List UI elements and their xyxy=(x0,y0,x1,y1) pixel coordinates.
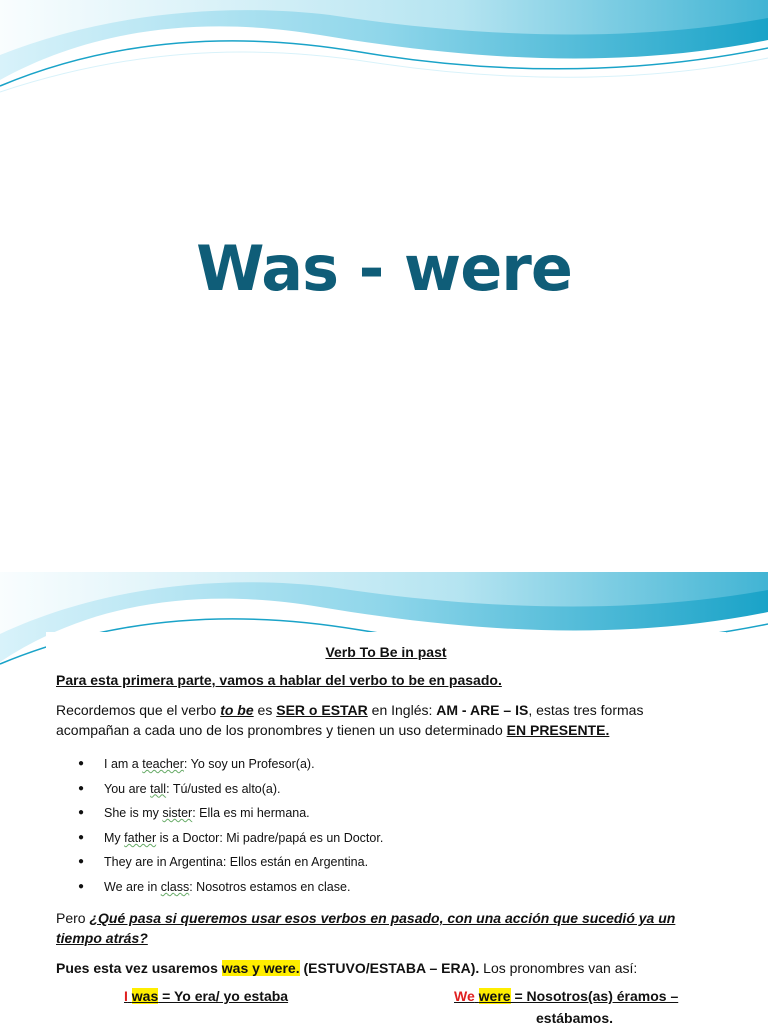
text: en Inglés: xyxy=(367,702,437,718)
bullet-icon: ● xyxy=(78,782,85,794)
text: ¿Qué pasa si queremos usar esos verbos en pasado, con una acción que sucedió ya un tiempo atrás? xyxy=(56,910,676,946)
bullet-icon: ● xyxy=(78,880,85,892)
text: father xyxy=(124,830,157,845)
text: Pero xyxy=(56,910,90,926)
bullet-icon: ● xyxy=(78,758,85,769)
list-item xyxy=(76,801,383,826)
text: She is my xyxy=(104,806,163,821)
text: We xyxy=(454,988,475,1004)
text: was xyxy=(131,988,159,1004)
text: (ESTUVO/ESTABA – ERA). xyxy=(299,960,480,976)
text: sister xyxy=(162,806,193,821)
text: , estas tres formas acompañan a cada uno de los pronombres y tienen un uso determinado xyxy=(56,702,644,738)
list-item xyxy=(76,826,383,851)
text: They are in Argentina: Ellos están en Argentina. xyxy=(104,855,369,870)
text: teacher xyxy=(142,757,184,771)
content-slide xyxy=(0,572,768,1024)
text: : Tú/usted es alto(a). xyxy=(166,781,281,796)
slide-title: Was - were xyxy=(196,232,572,305)
list-item xyxy=(76,875,383,900)
examples-list xyxy=(76,752,383,900)
text: AM - ARE – IS xyxy=(436,702,529,718)
text: EN PRESENTE. xyxy=(506,722,610,738)
list-item xyxy=(76,777,383,802)
text: tall xyxy=(150,781,167,796)
text: SER o ESTAR xyxy=(276,702,368,718)
text: class xyxy=(160,879,190,894)
paragraph-present xyxy=(56,700,706,740)
document-heading: Verb To Be in past xyxy=(325,644,447,660)
text: were xyxy=(478,988,511,1004)
conjugation-we-were xyxy=(454,988,678,1004)
text: : Nosotros estamos en clase. xyxy=(189,879,351,894)
question-paragraph xyxy=(56,908,716,948)
past-intro-line xyxy=(56,960,716,976)
text: : Ella es mi hermana. xyxy=(192,806,310,821)
text: to be xyxy=(220,702,254,718)
text: : Yo soy un Profesor(a). xyxy=(183,757,315,771)
text: Los pronombres van así: xyxy=(479,960,638,976)
text: Pues esta vez usaremos xyxy=(56,960,222,976)
text: Recordemos que el verbo xyxy=(56,702,221,718)
text: was y were. xyxy=(221,960,300,976)
conjugation-we-were-cont: estábamos. xyxy=(536,1010,614,1024)
conjugation-i-was xyxy=(124,988,288,1004)
bullet-icon: ● xyxy=(78,831,85,843)
bullet-icon: ● xyxy=(78,856,85,868)
text: We are in xyxy=(104,879,161,894)
document-image xyxy=(46,632,726,1024)
text: I xyxy=(124,988,128,1004)
list-item xyxy=(76,850,383,875)
bullet-icon: ● xyxy=(78,807,85,819)
wave-decoration-top xyxy=(0,0,768,100)
text: I am a xyxy=(104,757,143,771)
text: = Nosotros(as) éramos – xyxy=(510,988,679,1004)
text: My xyxy=(104,830,125,845)
intro-line: Para esta primera parte, vamos a hablar del verbo to be en pasado. xyxy=(56,672,502,688)
text: = Yo era/ yo estaba xyxy=(158,988,289,1004)
text: es xyxy=(253,702,277,718)
text: You are xyxy=(104,781,151,796)
text: is a Doctor: Mi padre/papá es un Doctor. xyxy=(156,830,384,845)
list-item xyxy=(76,752,383,777)
